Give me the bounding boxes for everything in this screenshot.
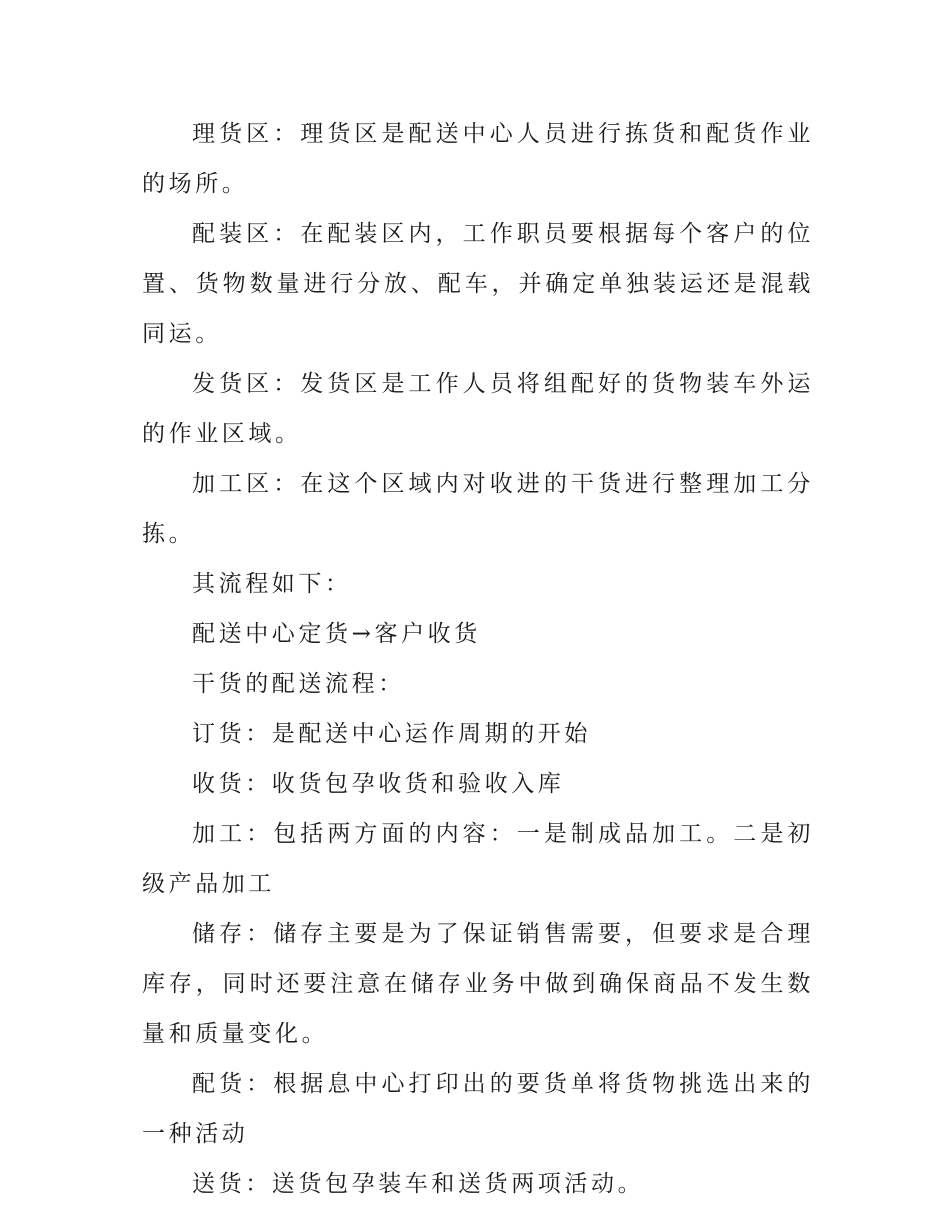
paragraph-ordering: 订货：是配送中心运作周期的开始 (192, 721, 591, 747)
paragraph-tally-area: 理货区：理货区是配送中心人员进行拣货和配货作业的场所。 (142, 121, 814, 197)
paragraph-storage: 储存：储存主要是为了保证销售需要，但要求是合理库存，同时还要注意在储存业务中做到确保商品不发生数量和质量变化。 (142, 921, 814, 1047)
paragraph-processing: 加工：包括两方面的内容：一是制成品加工。二是初级产品加工 (142, 821, 814, 897)
paragraph-processing-area: 加工区：在这个区域内对收进的干货进行整理加工分拣。 (142, 471, 814, 547)
paragraph-process-flow: 配送中心定货→客户收货 (192, 621, 481, 647)
paragraph-receiving: 收货：收货包孕收货和验收入库 (192, 771, 565, 797)
document-body (142, 109, 814, 1209)
paragraph-picking: 配货：根据息中心打印出的要货单将货物挑选出来的一种活动 (142, 1071, 814, 1147)
paragraph-dry-goods-flow: 干货的配送流程： (192, 671, 405, 697)
paragraph-process-intro: 其流程如下： (192, 571, 352, 597)
paragraph-loading-area: 配装区：在配装区内，工作职员要根据每个客户的位置、货物数量进行分放、配车，并确定单独装运还是混载同运。 (142, 221, 814, 347)
paragraph-delivery: 送货：送货包孕装车和送货两项活动。 (192, 1171, 645, 1197)
paragraph-shipping-area: 发货区：发货区是工作人员将组配好的货物装车外运的作业区域。 (142, 371, 814, 447)
